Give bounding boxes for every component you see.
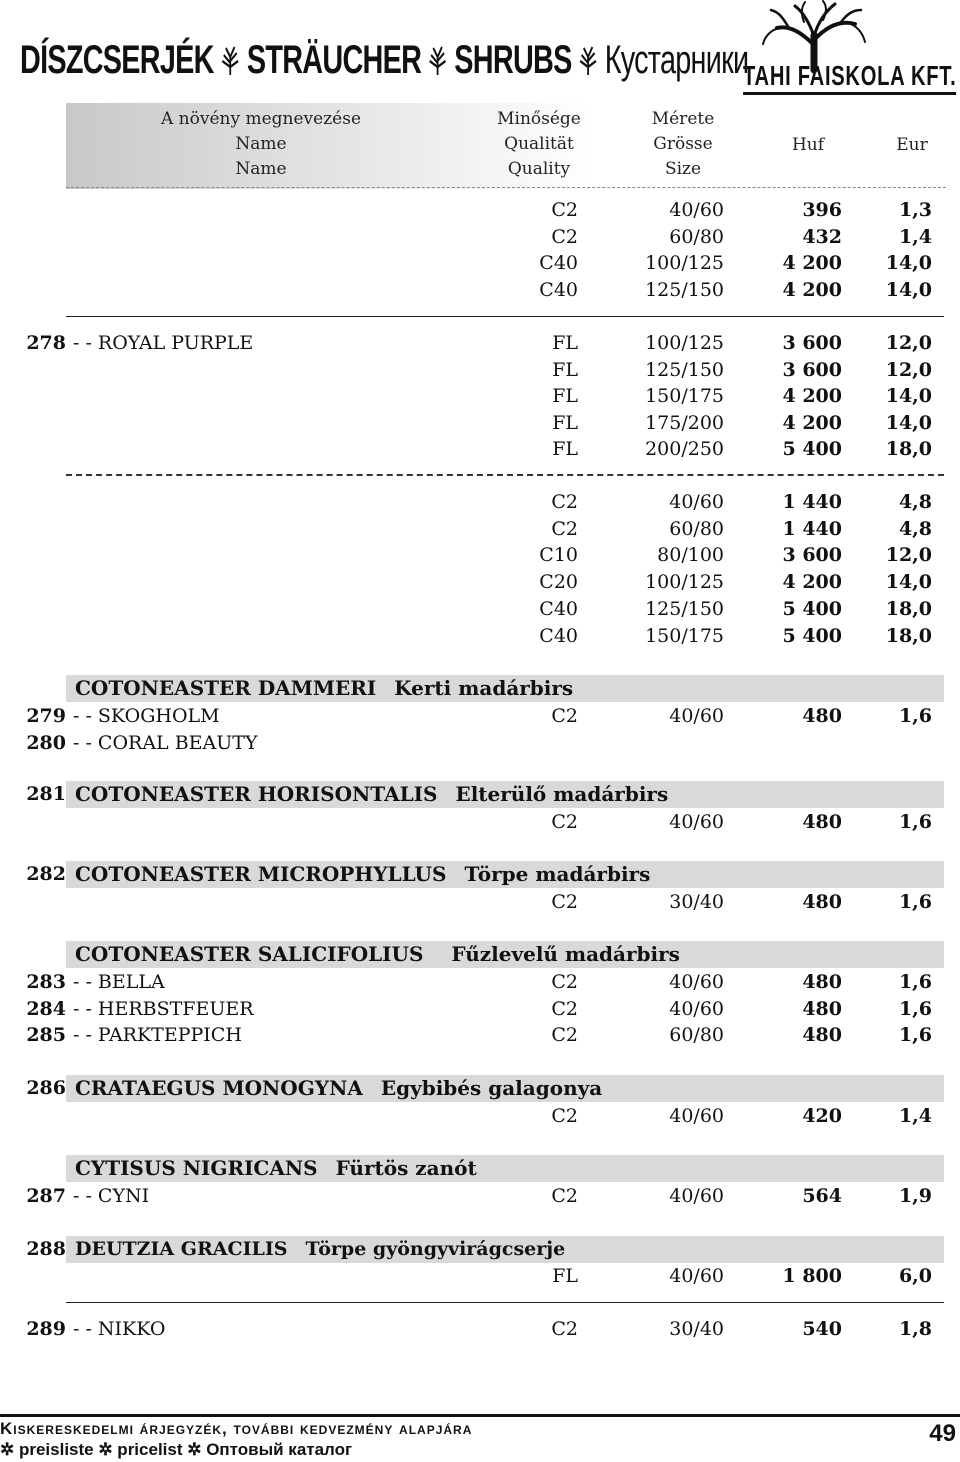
item-number: 282 — [26, 863, 66, 885]
column-quality-header: Minősége Qualität Quality — [497, 109, 581, 179]
footer-line-2: ✲ preisliste ✲ pricelist ✲ Оптовый каталог — [0, 1440, 353, 1459]
item-number: 286 — [26, 1077, 66, 1099]
price-row: 287 - - CYNI C2 40/60 564 1,9 — [26, 1185, 932, 1207]
footer-line-1: Kiskereskedelmi árjegyzék, további kedvezmény alapjára — [0, 1419, 473, 1438]
price-row: C10 80/100 3 600 12,0 — [539, 544, 932, 566]
title-word-hu: DÍSZCSERJÉK — [20, 37, 214, 82]
species-heading: COTONEASTER MICROPHYLLUS Törpe madárbirs — [75, 862, 651, 886]
title-word-ru: Кустарники — [604, 37, 749, 82]
species-heading: COTONEASTER DAMMERI Kerti madárbirs — [75, 676, 574, 700]
price-row: FL 175/200 4 200 14,0 — [552, 412, 932, 434]
nursery-logo-text: TAHI FAISKOLA KFT. — [743, 60, 956, 95]
price-row: FL 150/175 4 200 14,0 — [552, 385, 932, 407]
species-heading: CRATAEGUS MONOGYNA Egybibés galagonya — [75, 1076, 603, 1100]
catalog-title — [20, 30, 748, 90]
price-row: C40 125/150 5 400 18,0 — [539, 598, 932, 620]
column-name-header: A növény megnevezése Name Name — [160, 109, 362, 179]
price-row: FL 125/150 3 600 12,0 — [552, 359, 932, 381]
price-row: C40 100/125 4 200 14,0 — [539, 252, 932, 274]
footer-divider — [0, 1414, 960, 1417]
column-size-header: Mérete Grösse Size — [651, 109, 715, 179]
title-word-de: STRÄUCHER — [246, 37, 422, 82]
tree-icon — [218, 43, 242, 77]
species-heading: COTONEASTER HORISONTALIS Elterülő madárbirs — [75, 782, 669, 806]
price-row: C2 40/60 1 440 4,8 — [551, 491, 932, 513]
page-number: 49 — [929, 1420, 956, 1447]
price-row: C2 40/60 420 1,4 — [551, 1105, 932, 1127]
section-divider — [66, 1302, 944, 1303]
header-divider — [66, 187, 946, 188]
price-row: C2 30/40 480 1,6 — [551, 891, 932, 913]
species-heading: COTONEASTER SALICIFOLIUS Fűzlevelű madárbirs — [75, 942, 680, 966]
price-row: C40 150/175 5 400 18,0 — [539, 625, 932, 647]
species-heading: DEUTZIA GRACILIS Törpe gyöngyvirágcserje — [75, 1238, 566, 1260]
price-row: C2 60/80 432 1,4 — [551, 226, 932, 248]
price-row: 278 - - ROYAL PURPLE FL 100/125 3 600 12,0 — [26, 332, 932, 354]
title-word-en: SHRUBS — [454, 37, 572, 82]
price-row: 284 - - HERBSTFEUER C2 40/60 480 1,6 — [26, 998, 932, 1020]
price-row: C40 125/150 4 200 14,0 — [539, 279, 932, 301]
price-row: C20 100/125 4 200 14,0 — [539, 571, 932, 593]
price-row: 283 - - BELLA C2 40/60 480 1,6 — [26, 971, 932, 993]
price-row: 280 - - CORAL BEAUTY — [26, 732, 258, 754]
dashed-divider — [66, 474, 944, 476]
price-row: C2 60/80 1 440 4,8 — [551, 518, 932, 540]
column-huf-header: Huf — [791, 135, 825, 155]
price-row: 279 - - SKOGHOLM C2 40/60 480 1,6 — [26, 705, 932, 727]
price-row: C2 40/60 480 1,6 — [551, 811, 932, 833]
column-eur-header: Eur — [896, 135, 928, 155]
price-row: 285 - - PARKTEPPICH C2 60/80 480 1,6 — [26, 1024, 932, 1046]
price-row: FL 40/60 1 800 6,0 — [552, 1265, 932, 1287]
price-row: FL 200/250 5 400 18,0 — [552, 438, 932, 460]
tree-icon — [576, 43, 600, 77]
price-row: 289 - - NIKKO C2 30/40 540 1,8 — [26, 1318, 932, 1340]
tree-icon — [425, 43, 449, 77]
item-number: 281 — [26, 783, 66, 805]
species-heading: CYTISUS NIGRICANS Fürtös zanót — [75, 1156, 477, 1180]
price-row: C2 40/60 396 1,3 — [551, 199, 932, 221]
section-divider — [66, 316, 944, 317]
footer-text — [0, 1418, 472, 1460]
item-number: 288 — [26, 1238, 66, 1260]
